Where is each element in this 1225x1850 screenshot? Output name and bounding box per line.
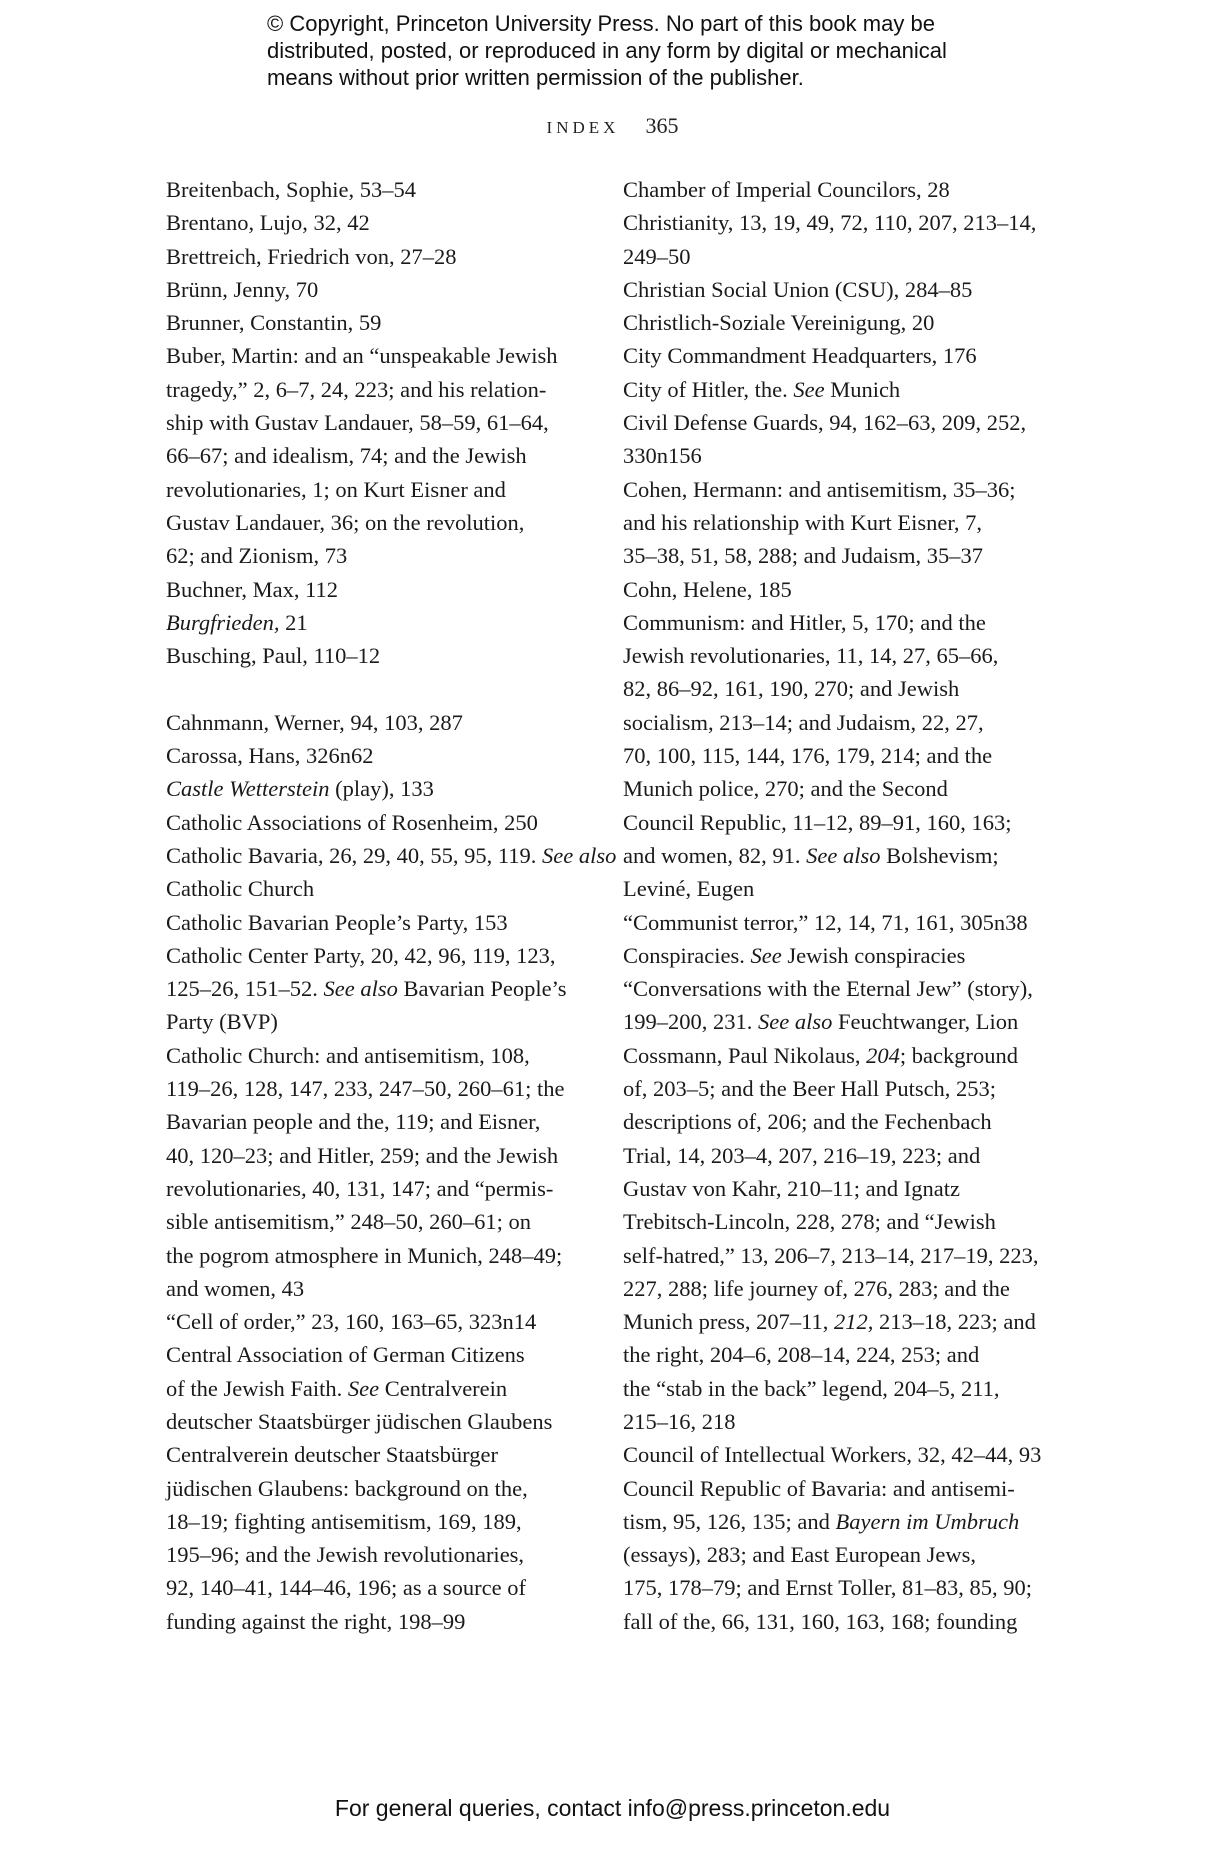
index-entry-line: Christian Social Union (CSU), 284–85 [623,276,973,302]
index-entry-line: Catholic Church [166,876,315,902]
index-entry-line: of, 203–5; and the Beer Hall Putsch, 253; [623,1076,997,1102]
index-entry [166,939,582,1039]
running-head [0,113,1225,139]
page-number: 365 [645,113,679,138]
index-entry [166,240,582,273]
index-entry [166,573,582,606]
index-entry [623,273,1043,306]
index-entry-line: funding against the right, 198–99 [166,1608,466,1634]
index-entry-line: 227, 288; life journey of, 276, 283; and the [623,1275,1010,1301]
index-entry-line: Breitenbach, Sophie, 53–54 [166,177,416,202]
index-entry-line: 92, 140–41, 144–46, 196; as a source of [166,1575,526,1601]
index-column-left [166,173,617,1638]
index-entry-line: (essays), 283; and East European Jews, [623,1542,977,1568]
copyright-line: © Copyright, Princeton University Press. No part of this book may be [267,11,935,36]
index-entry-line: Central Association of German Citizens [166,1342,525,1368]
index-entry [166,839,617,906]
index-entry-line: Centralverein deutscher Staatsbürger [166,1442,498,1468]
index-entry [623,373,1043,406]
footer-contact: For general queries, contact info@press.princeton.edu [334,1795,891,1821]
index-entry [166,639,582,672]
index-entry [623,1472,1043,1638]
index-entry [623,1438,1043,1471]
index-entry [166,806,582,839]
index-entry-line: Catholic Bavarian People’s Party, 153 [166,909,508,935]
index-entry-line: tragedy,” 2, 6–7, 24, 223; and his relation- [166,376,547,402]
index-entry-line: 18–19; fighting antisemitism, 169, 189, [166,1508,522,1534]
index-entry-line: Catholic Church: and antisemitism, 108, [166,1042,530,1068]
index-entry [166,273,582,306]
index-entry-line: self-hatred,” 13, 206–7, 213–14, 217–19, 223, [623,1242,1039,1268]
index-entry [623,1039,1043,1439]
index-entry-line: Carossa, Hans, 326n62 [166,743,374,769]
index-entry [166,706,582,739]
index-entry-line: Brünn, Jenny, 70 [166,276,319,302]
index-entry-line: Trebitsch-Lincoln, 228, 278; and “Jewish [623,1209,996,1235]
index-entry-line: Civil Defense Guards, 94, 162–63, 209, 252, [623,410,1027,436]
index-entry [166,1305,582,1338]
index-entry [623,206,1043,273]
index-entry-line: Catholic Bavaria, 26, 29, 40, 55, 95, 119. See also [166,842,617,868]
index-entry [166,173,582,206]
index-entry-line: Buchner, Max, 112 [166,576,338,602]
index-entry [623,306,1043,339]
index-entry [166,306,582,339]
index-entry-line: jüdischen Glaubens: background on the, [166,1475,528,1501]
index-entry-line: Cohen, Hermann: and antisemitism, 35–36; [623,476,1016,502]
index-entry-line: “Conversations with the Eternal Jew” (story), [623,976,1033,1002]
index-entry [623,972,1043,1039]
index-entry-line: 330n156 [623,443,702,469]
index-entry [166,339,582,572]
index-entry-line: the “stab in the back” legend, 204–5, 211, [623,1375,1000,1401]
index-entry-line: Communism: and Hitler, 5, 170; and the [623,609,986,635]
index-entry [166,206,582,239]
index-entry-line: Conspiracies. See Jewish conspiracies [623,942,966,968]
index-entry-line: 82, 86–92, 161, 190, 270; and Jewish [623,676,960,702]
index-entry-line: 215–16, 218 [623,1408,736,1434]
index-entry-line: Leviné, Eugen [623,876,755,902]
index-entry-line: fall of the, 66, 131, 160, 163, 168; founding [623,1608,1018,1634]
index-entry-line: socialism, 213–14; and Judaism, 22, 27, [623,709,984,735]
index-entry-line: the right, 204–6, 208–14, 224, 253; and [623,1342,980,1368]
index-entry-line: Burgfrieden, 21 [166,609,308,635]
index-entry-line: deutscher Staatsbürger jüdischen Glaubens [166,1408,553,1434]
index-entry-line: 175, 178–79; and Ernst Toller, 81–83, 85, 90; [623,1575,1032,1601]
index-entry [166,1338,582,1438]
index-entry-line: of the Jewish Faith. See Centralverein [166,1375,508,1401]
index-entry-line: 40, 120–23; and Hitler, 259; and the Jewish [166,1142,559,1168]
index-entry [166,1438,582,1638]
index-entry-line: 62; and Zionism, 73 [166,543,348,569]
index-entry-line: Council Republic of Bavaria: and antisemi- [623,1475,1015,1501]
index-entry-line: 66–67; and idealism, 74; and the Jewish [166,443,527,469]
index-entry-line: Brettreich, Friedrich von, 27–28 [166,243,457,269]
index-entry-line: descriptions of, 206; and the Fechenbach [623,1109,992,1135]
index-entry-line: 249–50 [623,243,691,269]
index-entry-line: “Cell of order,” 23, 160, 163–65, 323n14 [166,1309,537,1335]
index-entry-line: 199–200, 231. See also Feuchtwanger, Lion [623,1009,1019,1035]
index-entry-line: Jewish revolutionaries, 11, 14, 27, 65–66, [623,643,999,669]
index-entry-line: Trial, 14, 203–4, 207, 216–19, 223; and [623,1142,981,1168]
index-entry-line: Buber, Martin: and an “unspeakable Jewish [166,343,558,369]
copyright-line: means without prior written permission of the publisher. [267,65,804,90]
index-entry-line: 119–26, 128, 147, 233, 247–50, 260–61; the [166,1076,565,1102]
index-entry-line: tism, 95, 126, 135; and Bayern im Umbruch [623,1508,1020,1534]
index-entry-line: “Communist terror,” 12, 14, 71, 161, 305n38 [623,909,1028,935]
index-entry-line: 125–26, 151–52. See also Bavarian People’s [166,976,567,1002]
index-entry [623,406,1043,473]
index-entry [166,1039,582,1305]
index-entry [166,772,582,805]
index-entry-line: Cahnmann, Werner, 94, 103, 287 [166,709,463,735]
index-entry [623,173,1043,206]
index-entry-line: City of Hitler, the. See Munich [623,376,901,402]
index-entry-line: the pogrom atmosphere in Munich, 248–49; [166,1242,563,1268]
index-entry-line: sible antisemitism,” 248–50, 260–61; on [166,1209,531,1235]
copyright-notice [267,10,1027,91]
index-entry-line: revolutionaries, 1; on Kurt Eisner and [166,476,506,502]
index-entry-line: Catholic Center Party, 20, 42, 96, 119, 123, [166,942,556,968]
index-entry-line: 195–96; and the Jewish revolutionaries, [166,1542,525,1568]
index-entry [623,473,1043,573]
index-entry-line: Castle Wetterstein (play), 133 [166,776,434,802]
index-entry-line: Council of Intellectual Workers, 32, 42–44, 93 [623,1442,1042,1468]
index-entry [166,739,582,772]
index-entry-line: and women, 43 [166,1275,305,1301]
index-entry-line: ship with Gustav Landauer, 58–59, 61–64, [166,410,549,436]
index-entry-line: Party (BVP) [166,1009,278,1035]
index-entry [623,573,1043,606]
index-entry [623,606,1043,906]
index-entry [166,906,582,939]
index-entry-line: Bavarian people and the, 119; and Eisner, [166,1109,541,1135]
index-entry-line: 35–38, 51, 58, 288; and Judaism, 35–37 [623,543,983,569]
index-entry-line: Cossmann, Paul Nikolaus, 204; background [623,1042,1018,1068]
index-entry-line: Christianity, 13, 19, 49, 72, 110, 207, 213–14, [623,210,1037,236]
index-entry-line: revolutionaries, 40, 131, 147; and “permis- [166,1175,554,1201]
index-entry-line: Chamber of Imperial Councilors, 28 [623,177,950,202]
index-entry [623,939,1043,972]
index-entry [623,339,1043,372]
index-entry-line: Gustav Landauer, 36; on the revolution, [166,509,525,535]
copyright-line: distributed, posted, or reproduced in any form by digital or mechanical [267,38,947,63]
section-gap [166,672,582,705]
index-entry-line: Christlich-Soziale Vereinigung, 20 [623,310,935,336]
index-entry-line: Catholic Associations of Rosenheim, 250 [166,809,538,835]
index-entry-line: Munich press, 207–11, 212, 213–18, 223; and [623,1309,1036,1335]
index-entry-line: and women, 82, 91. See also Bolshevism; [623,842,999,868]
index-entry-line: Council Republic, 11–12, 89–91, 160, 163; [623,809,1012,835]
index-column-right [623,173,1043,1638]
index-entry-line: Munich police, 270; and the Second [623,776,948,802]
index-entry-line: Busching, Paul, 110–12 [166,643,381,669]
index-entry-line: 70, 100, 115, 144, 176, 179, 214; and the [623,743,993,769]
index-entry [166,606,582,639]
index-entry-line: City Commandment Headquarters, 176 [623,343,977,369]
index-entry-line: and his relationship with Kurt Eisner, 7, [623,509,983,535]
index-entry-line: Brentano, Lujo, 32, 42 [166,210,370,236]
index-entry-line: Cohn, Helene, 185 [623,576,792,602]
index-entry-line: Brunner, Constantin, 59 [166,310,382,336]
index-entry-line: Gustav von Kahr, 210–11; and Ignatz [623,1175,960,1201]
index-entry [623,906,1043,939]
running-head-label: INDEX [546,118,620,137]
